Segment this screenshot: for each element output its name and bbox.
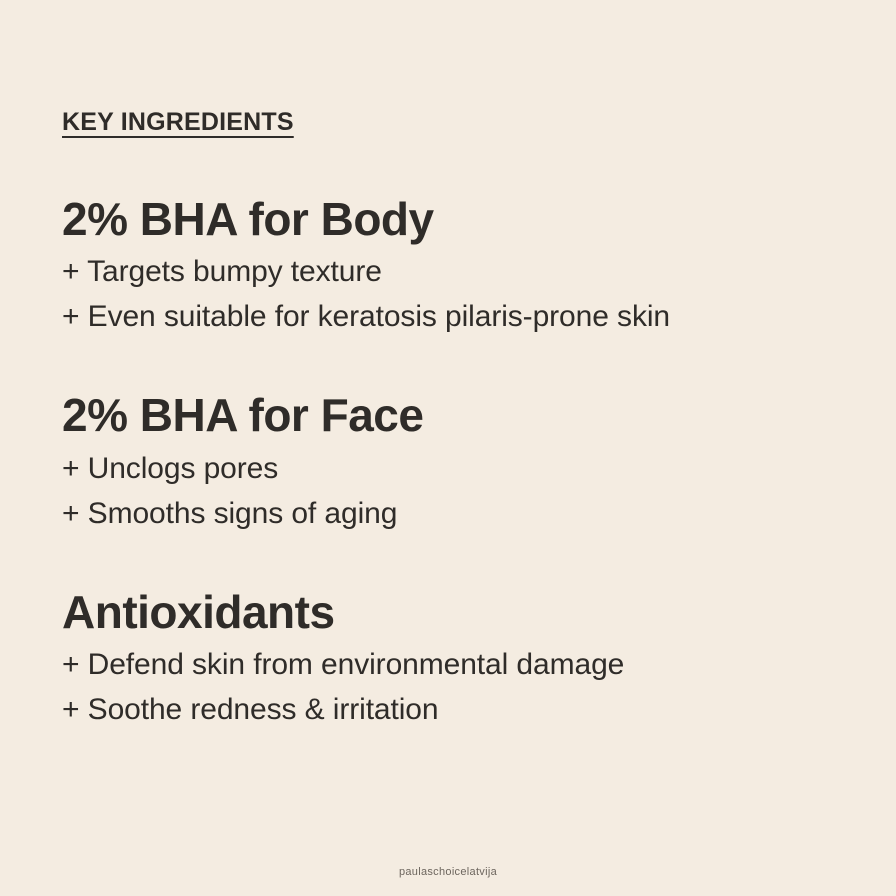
- section-title: Antioxidants: [62, 585, 335, 638]
- brand-watermark: paulaschoicelatvija: [398, 866, 498, 878]
- ingredient-section-bha-body: [62, 195, 856, 339]
- section-title: 2% BHA for Body: [62, 193, 434, 245]
- page-title: KEY INGREDIENTS: [62, 108, 294, 136]
- benefit-item: + Even suitable for keratosis pilaris-prone skin: [62, 300, 670, 334]
- section-title: 2% BHA for Face: [62, 389, 424, 442]
- benefit-item: + Smooths signs of aging: [62, 496, 398, 530]
- ingredient-section-bha-face: [62, 391, 856, 535]
- benefit-item: + Unclogs pores: [62, 451, 279, 485]
- benefit-item: + Targets bumpy texture: [62, 255, 382, 289]
- benefit-item: + Soothe redness & irritation: [62, 692, 439, 726]
- ingredient-section-antioxidants: [62, 585, 856, 732]
- benefit-item: + Defend skin from environmental damage: [62, 647, 625, 681]
